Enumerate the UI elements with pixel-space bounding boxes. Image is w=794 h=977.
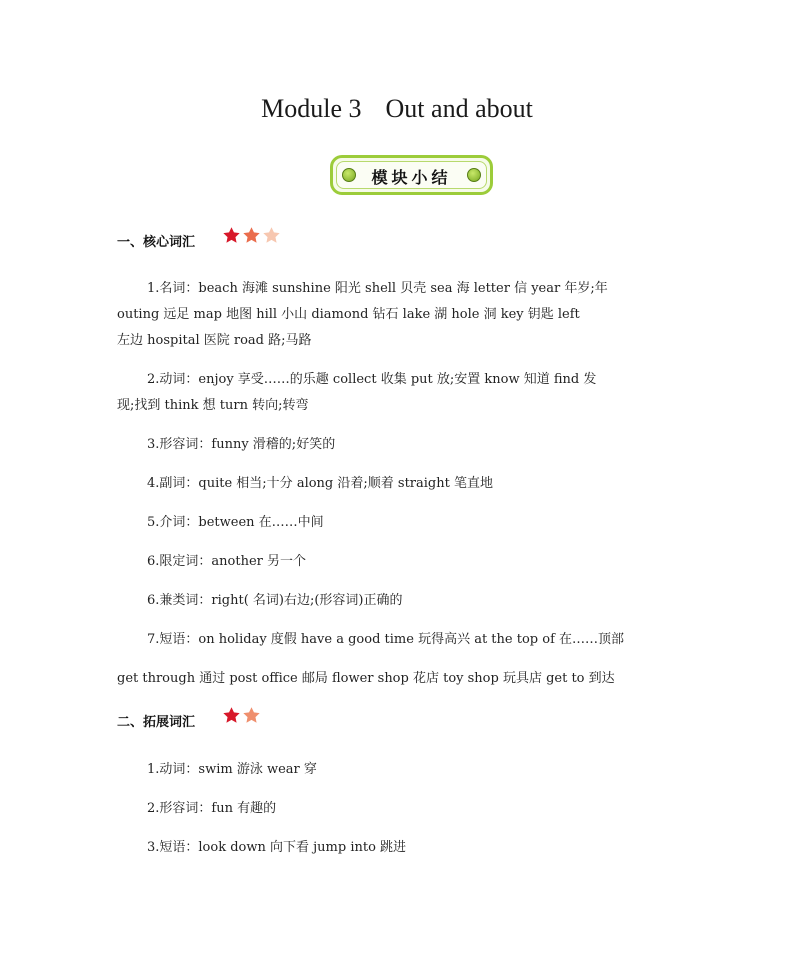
star-rating-icon xyxy=(222,706,261,729)
star-icon xyxy=(262,226,281,249)
module-topic: Out and about xyxy=(385,94,533,123)
vocab-line: 3.形容词：funny 滑稽的;好笑的 xyxy=(147,437,336,452)
page-title xyxy=(0,94,794,124)
vocab-line: 1.名词：beach 海滩 sunshine 阳光 shell 贝壳 sea 海 letter 信 year 年岁;年 xyxy=(147,281,608,296)
vocab-line: get through 通过 post office 邮局 flower shop 花店 toy shop 玩具店 get to 到达 xyxy=(117,671,615,686)
vocab-line: 5.介词：between 在……中间 xyxy=(147,515,324,530)
vocab-line: 左边 hospital 医院 road 路;马路 xyxy=(117,333,312,348)
vocab-line: 7.短语：on holiday 度假 have a good time 玩得高兴 at the top of 在……顶部 xyxy=(147,632,625,647)
vocab-line: 2.动词：enjoy 享受……的乐趣 collect 收集 put 放;安置 know 知道 find 发 xyxy=(147,372,597,387)
section-heading-extended-vocab: 二、拓展词汇 xyxy=(117,715,196,730)
vocab-line: 3.短语：look down 向下看 jump into 跳进 xyxy=(147,840,407,855)
star-icon xyxy=(222,226,241,249)
module-number: Module 3 xyxy=(261,94,362,123)
star-icon xyxy=(222,706,241,729)
vocab-line: outing 远足 map 地图 hill 小山 diamond 钻石 lake 湖 hole 洞 key 钥匙 left xyxy=(117,307,580,322)
section-heading-core-vocab: 一、核心词汇 xyxy=(117,235,196,250)
vocab-line: 6.兼类词：right( 名词)右边;(形容词)正确的 xyxy=(147,593,403,608)
star-rating-icon xyxy=(222,226,281,249)
badge-label: 模块小结 xyxy=(371,168,452,187)
vocab-line: 1.动词：swim 游泳 wear 穿 xyxy=(147,762,317,777)
vocab-line: 现;找到 think 想 turn 转向;转弯 xyxy=(117,398,309,413)
star-icon xyxy=(242,706,261,729)
vocab-line: 4.副词：quite 相当;十分 along 沿着;顺着 straight 笔直地 xyxy=(147,476,493,491)
vocab-line: 6.限定词：another 另一个 xyxy=(147,554,306,569)
star-icon xyxy=(242,226,261,249)
vocab-line: 2.形容词：fun 有趣的 xyxy=(147,801,277,816)
summary-badge xyxy=(330,155,493,195)
